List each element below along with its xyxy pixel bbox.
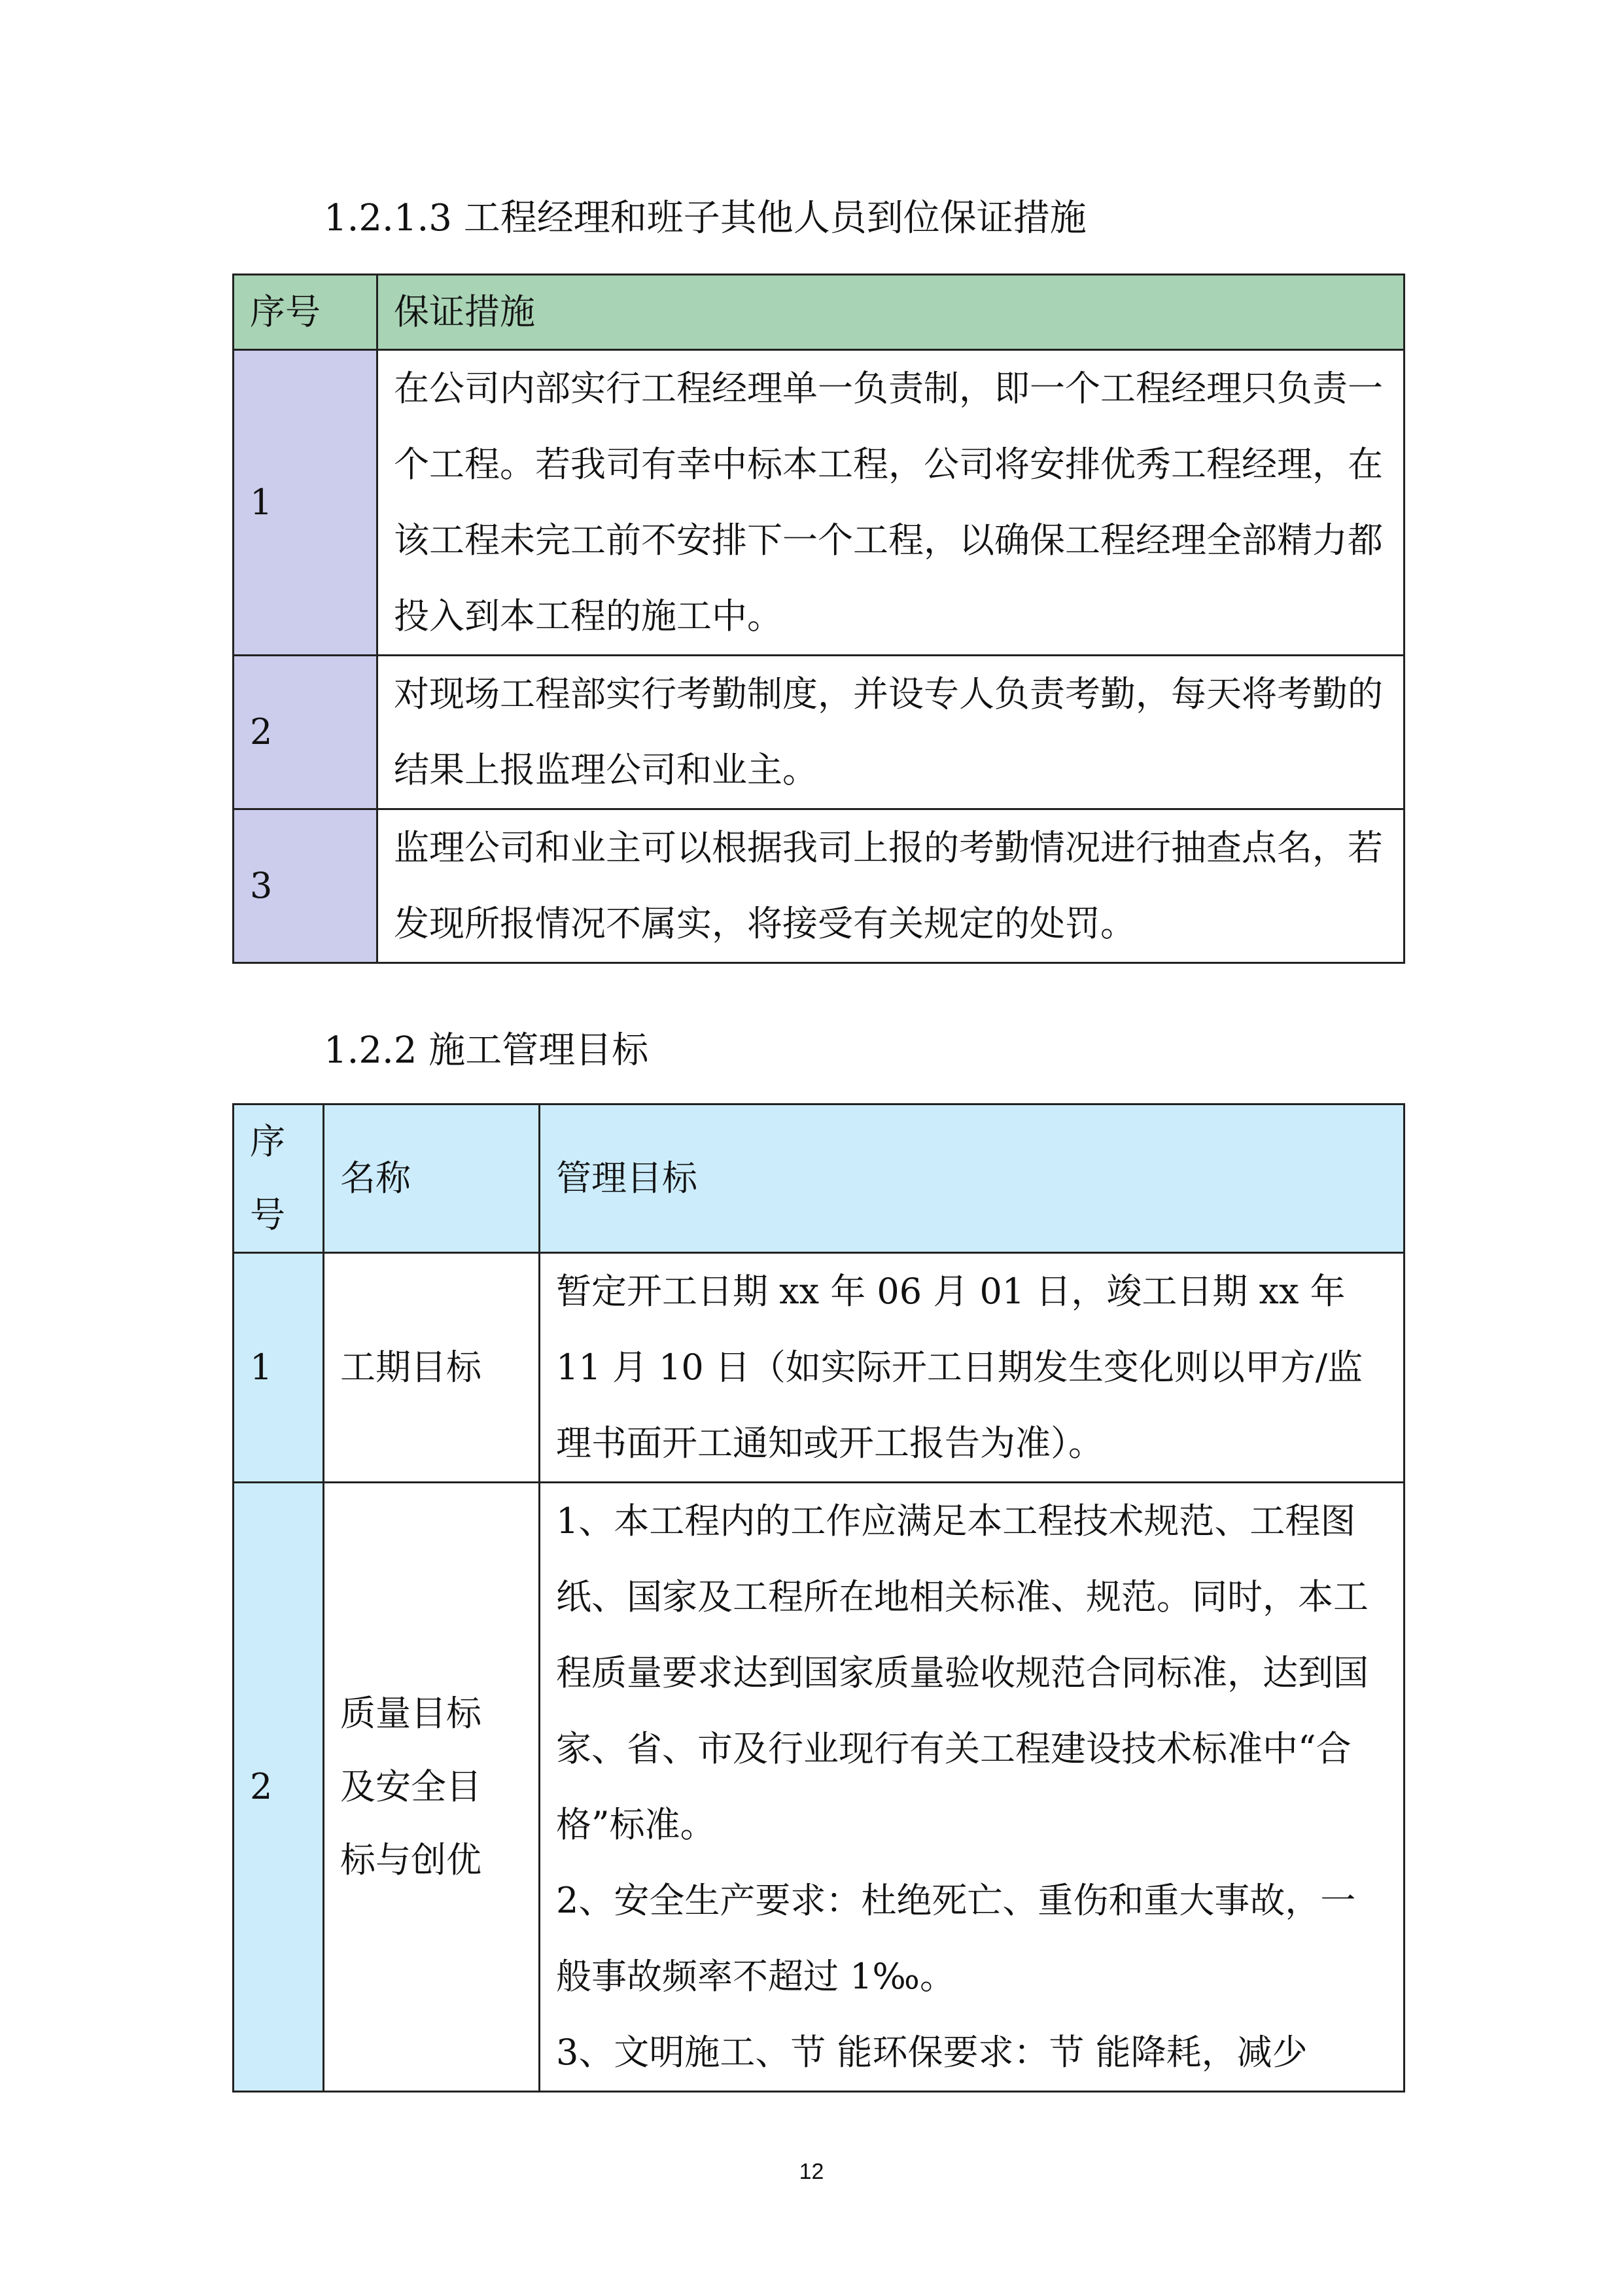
personnel-measures-table	[232, 274, 1405, 964]
management-goals-table	[232, 1103, 1405, 2093]
row-name-line3: 标与创优	[340, 1839, 481, 1881]
row-number: 1	[234, 1253, 324, 1483]
row-number: 3	[234, 809, 377, 963]
row-number: 1	[234, 350, 377, 656]
row-measure-text: 在公司内部实行工程经理单一负责制，即一个工程经理只负责一个工程。若我司有幸中标本工程，公司将安排优秀工程经理，在该工程未完工前不安排下一个工程，以确保工程经理全部精力都投入到本工程的施工中。	[377, 350, 1405, 656]
table-row	[234, 1483, 1405, 2092]
goal-paragraph-quality: 1、本工程内的工作应满足本工程技术规范、工程图纸、国家及工程所在地相关标准、规范。同时，本工程质量要求达到国家质量验收规范合同标准，达到国家、省、市及行业现行有关工程建设技术标准中“合格”标准。	[556, 1500, 1369, 1845]
row-number: 2	[234, 1483, 324, 2092]
row-goal-text	[540, 1483, 1405, 2092]
goal-paragraph-safety: 2、安全生产要求：杜绝死亡、重伤和重大事故，一般事故频率不超过 1‰。	[556, 1880, 1356, 1997]
row-measure-text: 监理公司和业主可以根据我司上报的考勤情况进行抽查点名，若发现所报情况不属实，将接受有关规定的处罚。	[377, 809, 1405, 963]
section-heading-management-goals: 1.2.2 施工管理目标	[324, 1029, 649, 1072]
goal-paragraph-civilized-construction: 3、文明施工、节 能环保要求：节 能降耗，减少	[556, 2032, 1308, 2073]
row-name-line1: 质量目标	[340, 1693, 481, 1734]
table-row	[234, 809, 1405, 963]
row-number: 2	[234, 656, 377, 809]
header-serial-line2: 号	[250, 1194, 285, 1235]
header-serial-number	[234, 1104, 324, 1253]
table-row	[234, 1253, 1405, 1483]
row-name	[324, 1483, 540, 2092]
table-row	[234, 350, 1405, 656]
table-row	[234, 656, 1405, 809]
row-goal-text: 暂定开工日期 xx 年 06 月 01 日，竣工日期 xx 年 11 月 10 日（如实际开工日期发生变化则以甲方/监理书面开工通知或开工报告为准）。	[540, 1253, 1405, 1483]
row-name: 工期目标	[324, 1253, 540, 1483]
page-number: 12	[799, 2159, 824, 2184]
header-serial-number: 序号	[234, 275, 377, 350]
header-serial-line1: 序	[250, 1121, 285, 1162]
header-measures: 保证措施	[377, 275, 1405, 350]
header-goal: 管理目标	[540, 1104, 1405, 1253]
table-header-row	[234, 1104, 1405, 1253]
section-heading-personnel-measures: 1.2.1.3 工程经理和班子其他人员到位保证措施	[324, 197, 1087, 239]
row-name-line2: 及安全目	[340, 1766, 481, 1807]
row-measure-text: 对现场工程部实行考勤制度，并设专人负责考勤，每天将考勤的结果上报监理公司和业主。	[377, 656, 1405, 809]
table-header-row	[234, 275, 1405, 350]
header-name: 名称	[324, 1104, 540, 1253]
